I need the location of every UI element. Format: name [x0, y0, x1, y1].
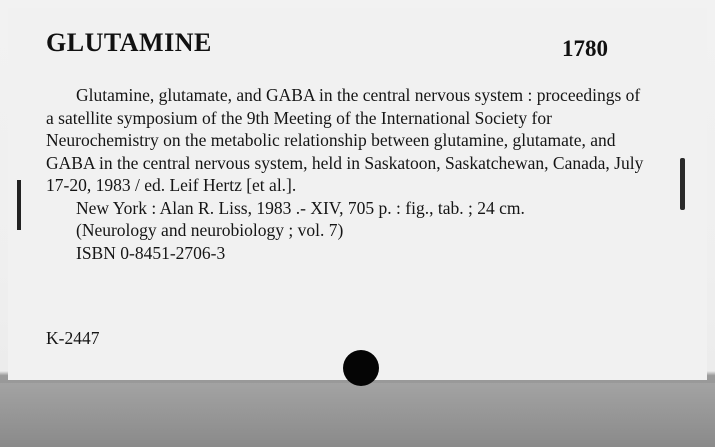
subject-heading: GLUTAMINE — [46, 28, 212, 57]
accession-number: K-2447 — [46, 328, 100, 348]
bibliographic-description — [46, 84, 646, 264]
series-line: (Neurology and neurobiology ; vol. 7) — [76, 220, 344, 240]
punch-hole — [343, 350, 379, 386]
left-edge-mark — [17, 180, 21, 230]
isbn-line: ISBN 0-8451-2706-3 — [76, 242, 226, 263]
title-entry: Glutamine, glutamate, and GABA in the central nervous system : proceedings of a satellite symposium of the 9th Meeting of the International Society for Neurochemistry on the metabolic relationship between glutamine, glutamate, and GABA in the central nervous system, held in Saskatoon, Saskatchewan, Canada, July 17-20, 1983 / ed. Leif Hertz [et al.]. — [46, 85, 644, 195]
call-number: 1780 — [562, 36, 608, 61]
scan-bottom-band — [0, 383, 715, 447]
imprint-line: New York : Alan R. Liss, 1983 .- XIV, 705 p. : fig., tab. ; 24 cm. — [76, 197, 525, 218]
right-edge-mark — [680, 158, 685, 210]
